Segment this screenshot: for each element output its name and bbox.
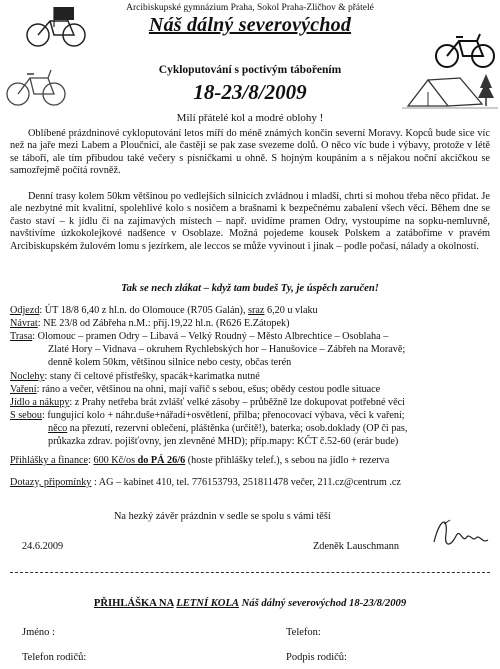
slogan: Tak se nech zlákat – když tam budeš Ty, je úspěch zaručen! (121, 283, 379, 294)
contact-label: Dotazy, připomínky (10, 477, 92, 488)
cut-line (10, 572, 490, 573)
parents-phone-field-label[interactable]: Telefon rodičů: (22, 652, 87, 663)
cooking-row: Vaření: ráno a večer, většinou na ohni, mají vařič s sebou, ešus; obědy cestou podle situace (10, 384, 381, 395)
packing-line-3: průkazka zdrav. pojišťovny, jen zlevněné MHD); příp.mapy: KČT č.52-60 (erár bude) (48, 436, 399, 447)
packing-row: S sebou: fungující kolo + náhr.duše+nářadí+osvětlení, přilba; přenocovací výbava, věci k vaření; (10, 410, 405, 421)
departure-row: Odjezd: ÚT 18/8 6,40 z hl.n. do Olomouce (R705 Galán), sraz 6,20 u vlaku (10, 305, 318, 316)
closing-date: 24.6.2009 (22, 541, 64, 552)
meeting-label: sraz (248, 305, 265, 316)
registration-row: Přihlášky a finance: 600 Kč/os do PÁ 26/6 (hoste přihlášky telef.), s sebou na jídlo + rezerva (10, 455, 390, 466)
route-row: Trasa: Olomouc – pramen Odry – Libavá – Velký Roudný – Město Albrechtice – Osoblaha – (10, 331, 389, 342)
greeting: Milí přátelé kol a modré oblohy ! (176, 112, 324, 124)
price: 600 Kč/os (93, 455, 136, 466)
signature (430, 512, 492, 556)
page-title: Náš dálný severovýchod (148, 14, 352, 36)
parents-signature-field-label[interactable]: Podpis rodičů: (286, 652, 347, 663)
registration-label: Přihlášky a finance (10, 455, 89, 466)
accommodation-row: Noclehy: stany či celtové přístřešky, spacák+karimatka nutné (10, 371, 260, 382)
author-name: Zdeněk Lauschmann (313, 541, 400, 552)
form-title: PŘIHLÁŠKA NA LETNÍ KOLA Náš dálný severovýchod 18-23/8/2009 (93, 598, 407, 609)
event-dates: 18-23/8/2009 (193, 80, 307, 104)
contact-row: Dotazy, připomínky : AG – kabinet 410, tel. 776153793, 251811478 večer, 211.cz@centrum .cz (10, 477, 401, 488)
organization-line: Arcibiskupské gymnázium Praha, Sokol Praha-Zličhov & přátelé (126, 3, 374, 13)
departure-label: Odjezd (10, 305, 40, 316)
packing-label: S sebou (10, 410, 42, 421)
closing-wish: Na hezký závěr prázdnin v sedle se spolu s vámi těší (114, 511, 331, 522)
intro-paragraph: Oblíbené prázdninové cykloputování letos míří do méně známých končin severní Moravy. Kopců bude sice víc než na jaře mezi Labem a Ploučnicí, ale častěji se pak zase svezeme dolů. O něco víc bude i výbavy, protože v létě se táboří, ale tím přibudou také večery s písničkami u ohně. S hojným koupáním a s nějakou noční akcičkou se samozřejmě počítá rovněž. (10, 128, 490, 177)
return-label: Návrat (10, 318, 38, 329)
deadline: do PÁ 26/6 (135, 455, 186, 466)
food-row: Jídlo a nákupy: z Prahy netřeba brát zvlášť velké zásoby – průběžně lze dokupovat potřebné věci (10, 397, 406, 408)
route-label: Trasa (10, 331, 33, 342)
return-row: Návrat: NE 23/8 od Zábřeha n.M.: příj.19,22 hl.n. (R626 E.Zátopek) (10, 318, 290, 329)
food-label: Jídlo a nákupy (10, 397, 70, 408)
accommodation-label: Noclehy (10, 371, 45, 382)
route-line-2: Zlaté Hory – Vidnava – okruhem Rychlebských hor – Hanušovice – Zábřeh na Moravě; (48, 344, 406, 355)
subtitle: Cykloputování s poctivým tábořením (158, 64, 342, 76)
route-line-3: denně kolem 50km, většinou silnice nebo cesty, občas terén (48, 357, 292, 368)
cooking-label: Vaření (10, 384, 37, 395)
phone-field-label[interactable]: Telefon: (286, 627, 321, 638)
name-field-label[interactable]: Jméno : (22, 627, 55, 638)
packing-line-2: něco na přezutí, rezervní oblečení, pláštěnka (určitě!), baterka; osob.doklady (OP či pas, (48, 423, 408, 434)
route-paragraph: Denní trasy kolem 50km většinou po vedlejších silnicích zvládnou i mladší, chrti si mohou třeba něco přidat. Je ale nezbytné mít kvalitní, spolehlivé kolo s nosičem a brašnami k bezpečnému zabalení všech věcí. Během dne se často staví – k jídlu či na zajímavých místech – např. uvidíme pramen Odry, vystoupíme na sopku-nemluvně, navštívíme úzkokolejkové nadšence v Osoblaze. Možná pojedeme kousek Polskem a zatáboříme v pravém Arcibiskupském žulovém lomu s jezírkem, ale leccos se může vyvinout i jinak – podle počasí, nálady a okolností. (10, 191, 490, 252)
